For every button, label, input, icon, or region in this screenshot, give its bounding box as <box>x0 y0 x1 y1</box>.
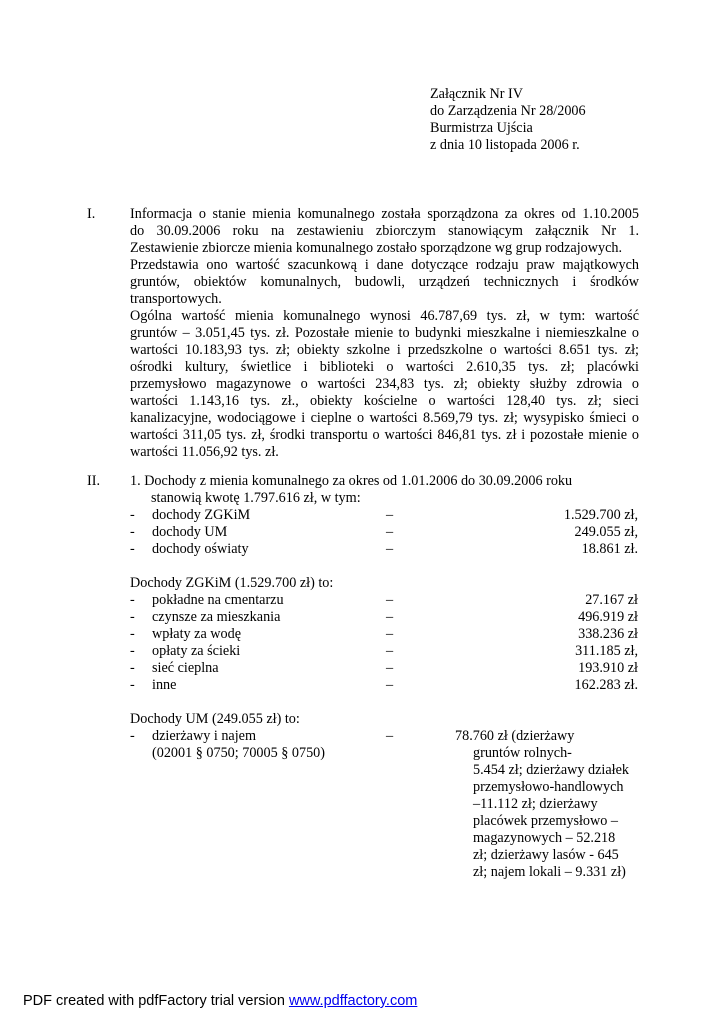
bullet-dash: - <box>130 626 135 642</box>
section-2-numeral: II. <box>87 473 100 489</box>
paragraph-line: wartości 10.183,93 tys. zł; obiekty szkolne i przedszkolne o wartości 8.651 tys. zł; <box>130 342 639 358</box>
item-label: sieć cieplna <box>152 660 219 676</box>
bullet-dash: - <box>130 660 135 676</box>
paragraph-line: ośrodki kultury, świetlice i biblioteki o wartości 2.610,35 tys. zł; placówki <box>130 359 639 375</box>
item-separator: – <box>386 507 394 523</box>
zgkim-row <box>130 677 638 694</box>
um-title: Dochody UM (249.055 zł) to: <box>130 711 300 727</box>
um-item-label: dzierżawy i najem <box>152 728 256 744</box>
income-row <box>130 541 638 558</box>
paragraph-line: Zestawienie zbiorcze mienia komunalnego zostało sporządzone wg grup rodzajowych. <box>130 240 623 256</box>
zgkim-row <box>130 592 638 609</box>
item-label: inne <box>152 677 177 693</box>
paragraph-line: Informacja o stanie mienia komunalnego została sporządzona za okres od 1.10.2005 <box>130 206 639 222</box>
bullet-dash: - <box>130 592 135 608</box>
income-intro-line: 1. Dochody z mienia komunalnego za okres od 1.01.2006 do 30.09.2006 roku <box>130 473 573 489</box>
section-1-paragraph <box>130 206 639 461</box>
zgkim-row <box>130 626 638 643</box>
um-detail-line: placówek przemysłowo – <box>473 813 618 829</box>
item-separator: – <box>386 524 394 540</box>
item-label: dochody UM <box>152 524 228 540</box>
income-row <box>130 524 638 541</box>
item-label: czynsze za mieszkania <box>152 609 281 625</box>
paragraph-line: do 30.09.2006 roku na zestawieniu zbiorczym stanowiącym załącznik Nr 1. <box>130 223 639 239</box>
header-line: Załącznik Nr IV <box>430 86 523 102</box>
bullet-dash: - <box>130 541 135 557</box>
item-amount: 311.185 zł, <box>575 643 638 659</box>
section-1-numeral: I. <box>87 206 96 222</box>
bullet-dash: - <box>130 524 135 540</box>
bullet-dash: - <box>130 677 135 693</box>
paragraph-line: wartości 311,05 tys. zł, środki transportu o wartości 846,81 tys. zł i pozostałe mienie o <box>130 427 639 443</box>
um-detail-line: –11.112 zł; dzierżawy <box>473 796 598 812</box>
item-separator: – <box>386 626 394 642</box>
item-label: pokładne na cmentarzu <box>152 592 284 608</box>
item-label: dochody oświaty <box>152 541 249 557</box>
um-detail-line: gruntów rolnych- <box>473 745 572 761</box>
item-separator: – <box>386 643 394 659</box>
item-amount: 162.283 zł. <box>574 677 638 693</box>
paragraph-line: gruntów – 3.051,45 tys. zł. Pozostałe mienie to budynki mieszkalne i niemieszkalne o <box>130 325 639 341</box>
um-detail-line: przemysłowo-handlowych <box>473 779 624 795</box>
item-label: dochody ZGKiM <box>152 507 251 523</box>
item-amount: 338.236 zł <box>578 626 638 642</box>
header-line: Burmistrza Ujścia <box>430 120 533 136</box>
um-detail-line: magazynowych – 52.218 <box>473 830 616 846</box>
um-detail-line: zł; najem lokali – 9.331 zł) <box>473 864 626 880</box>
footer-text: PDF created with pdfFactory trial version <box>23 993 289 1009</box>
paragraph-line: kanalizacyjne, wodociągowe i cieplne o wartości 8.569,79 tys. zł; wysypisko śmieci o <box>130 410 639 426</box>
zgkim-row <box>130 643 638 660</box>
item-separator: – <box>386 660 394 676</box>
zgkim-row <box>130 660 638 677</box>
paragraph-line: Ogólna wartość mienia komunalnego wynosi 46.787,69 tys. zł, w tym: wartość <box>130 308 639 324</box>
paragraph-line: transportowych. <box>130 291 222 307</box>
item-label: wpłaty za wodę <box>152 626 242 642</box>
bullet-dash: - <box>130 609 135 625</box>
income-intro-line: stanowią kwotę 1.797.616 zł, w tym: <box>151 490 361 506</box>
item-amount: 249.055 zł, <box>574 524 638 540</box>
zgkim-row <box>130 609 638 626</box>
um-detail-line: 78.760 zł (dzierżawy <box>455 728 575 744</box>
item-separator: – <box>386 541 394 557</box>
um-item-separator: – <box>386 728 394 744</box>
item-amount: 18.861 zł. <box>581 541 638 557</box>
item-label: opłaty za ścieki <box>152 643 241 659</box>
bullet-dash: - <box>130 643 135 659</box>
paragraph-line: wartości 11.056,92 tys. zł. <box>130 444 279 460</box>
item-separator: – <box>386 677 394 693</box>
item-amount: 193.910 zł <box>578 660 638 676</box>
item-separator: – <box>386 592 394 608</box>
paragraph-line: gruntów, obiektów komunalnych, budowli, urządzeń technicznych i środków <box>130 274 639 290</box>
income-row <box>130 507 638 524</box>
item-amount: 27.167 zł <box>585 592 638 608</box>
footer-link[interactable]: www.pdffactory.com <box>288 993 418 1009</box>
um-bullet-dash: - <box>130 728 135 744</box>
item-separator: – <box>386 609 394 625</box>
pdf-footer <box>23 993 417 1010</box>
bullet-dash: - <box>130 507 135 523</box>
item-amount: 1.529.700 zł, <box>563 507 638 523</box>
header-line: do Zarządzenia Nr 28/2006 <box>430 103 586 119</box>
attachment-header <box>430 86 586 154</box>
paragraph-line: Przedstawia ono wartość szacunkową i dane dotyczące rodzaju praw majątkowych <box>130 257 639 273</box>
um-detail-line: zł; dzierżawy lasów - 645 <box>473 847 619 863</box>
paragraph-line: wartości 1.143,16 tys. zł., obiekty kościelne o wartości 128,40 tys. zł; sieci <box>130 393 639 409</box>
um-detail-line: 5.454 zł; dzierżawy działek <box>473 762 629 778</box>
zgkim-title: Dochody ZGKiM (1.529.700 zł) to: <box>130 575 334 591</box>
header-line: z dnia 10 listopada 2006 r. <box>430 137 580 153</box>
item-amount: 496.919 zł <box>578 609 638 625</box>
paragraph-line: przemysłowo magazynowe o wartości 234,83 tys. zł; obiekty służby zdrowia o <box>130 376 639 392</box>
um-item-label-codes: (02001 § 0750; 70005 § 0750) <box>152 745 326 761</box>
